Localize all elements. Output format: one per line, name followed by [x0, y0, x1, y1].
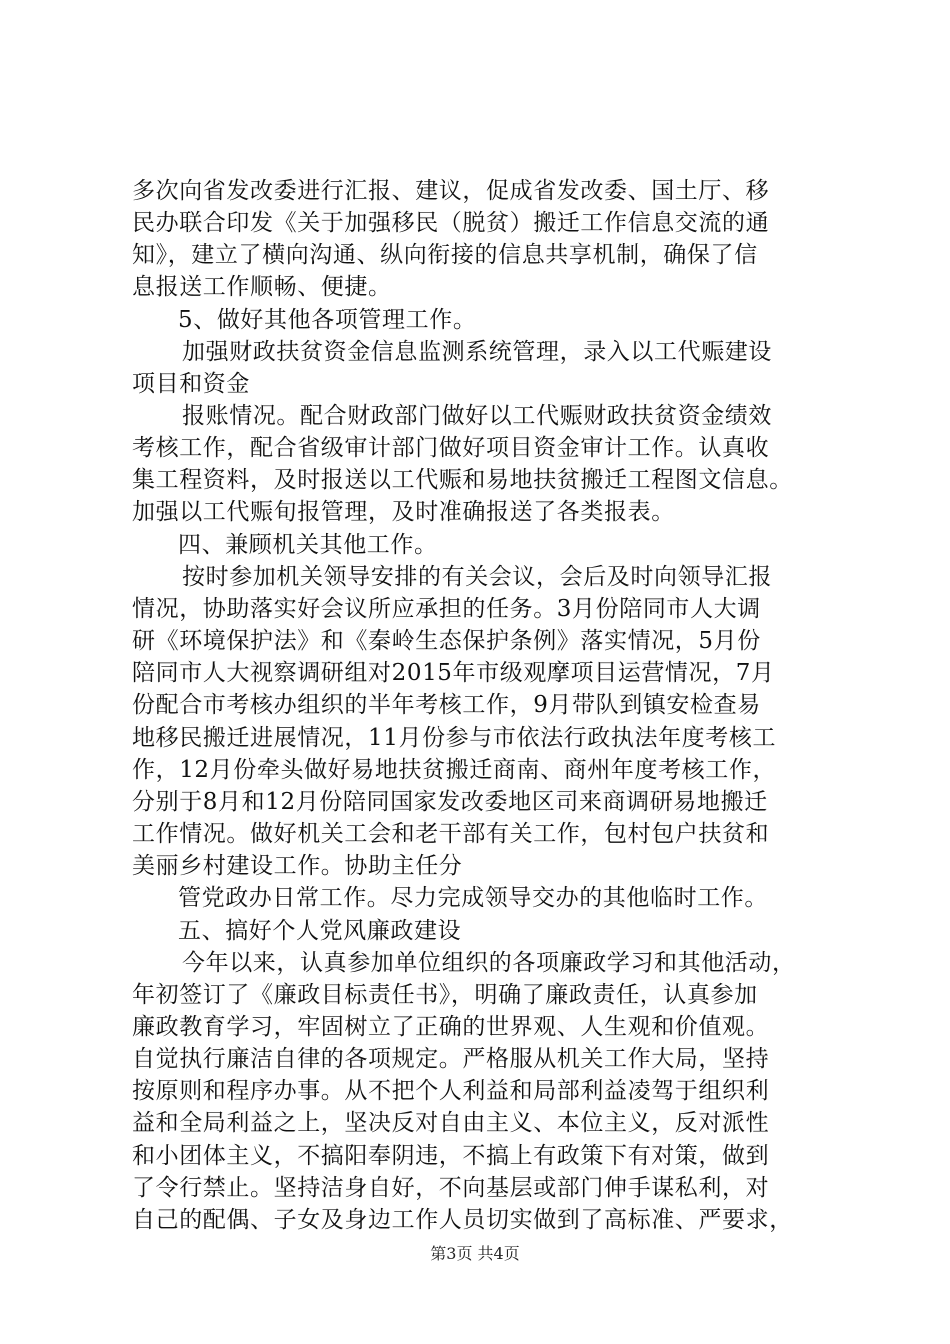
text-line: 四、兼顾机关其他工作。 [178, 532, 438, 558]
text-line: 按时参加机关领导安排的有关会议，会后及时向领导汇报 [182, 564, 772, 590]
text-line: 研《环境保护法》和《秦岭生态保护条例》落实情况，5月份 [132, 628, 761, 654]
text-line: 加强财政扶贫资金信息监测系统管理，录入以工代赈建设 [182, 339, 772, 365]
text-line: 份配合市考核办组织的半年考核工作，9月带队到镇安检查易 [132, 692, 761, 718]
text-line: 自己的配偶、子女及身边工作人员切实做到了高标准、严要求， [132, 1207, 793, 1233]
text-line: 按原则和程序办事。从不把个人利益和局部利益凌驾于组织利 [132, 1078, 770, 1104]
text-line: 工作情况。做好机关工会和老干部有关工作，包村包户扶贫和 [132, 821, 770, 847]
text-line: 作，12月份牵头做好易地扶贫搬迁商南、商州年度考核工作， [132, 757, 777, 783]
page-footer: 第3页 共4页 [430, 1244, 520, 1263]
text-line: 廉政教育学习，牢固树立了正确的世界观、人生观和价值观。 [132, 1014, 770, 1040]
text-line: 考核工作，配合省级审计部门做好项目资金审计工作。认真收 [132, 435, 770, 461]
text-line: 多次向省发改委进行汇报、建议，促成省发改委、国土厅、移 [132, 178, 770, 204]
text-line: 集工程资料，及时报送以工代赈和易地扶贫搬迁工程图文信息。 [132, 467, 793, 493]
text-line: 加强以工代赈旬报管理，及时准确报送了各类报表。 [132, 499, 675, 525]
text-line: 了令行禁止。坚持洁身自好，不向基层或部门伸手谋私利，对 [132, 1175, 770, 1201]
text-line: 陪同市人大视察调研组对2015年市级观摩项目运营情况，7月 [132, 660, 775, 686]
text-line: 地移民搬迁进展情况，11月份参与市依法行政执法年度考核工 [132, 725, 777, 751]
text-line: 年初签订了《廉政目标责任书》，明确了廉政责任，认真参加 [132, 982, 758, 1008]
text-line: 情况，协助落实好会议所应承担的任务。3月份陪同市人大调 [132, 596, 761, 622]
text-line: 五、搞好个人党风廉政建设 [178, 918, 462, 944]
text-line: 今年以来，认真参加单位组织的各项廉政学习和其他活动， [182, 950, 796, 976]
text-line: 益和全局利益之上，坚决反对自由主义、本位主义，反对派性 [132, 1110, 770, 1136]
text-line: 和小团体主义，不搞阳奉阴违，不搞上有政策下有对策，做到 [132, 1143, 770, 1169]
text-line: 5、做好其他各项管理工作。 [178, 307, 477, 333]
text-line: 息报送工作顺畅、便捷。 [132, 274, 392, 300]
text-line: 项目和资金 [132, 371, 250, 397]
text-line: 美丽乡村建设工作。协助主任分 [132, 853, 463, 879]
text-line: 民办联合印发《关于加强移民（脱贫）搬迁工作信息交流的通 [132, 210, 770, 236]
text-line: 自觉执行廉洁自律的各项规定。严格服从机关工作大局，坚持 [132, 1046, 770, 1072]
text-line: 分别于8月和12月份陪同国家发改委地区司来商调研易地搬迁 [132, 789, 768, 815]
text-line: 知》，建立了横向沟通、纵向衔接的信息共享机制，确保了信 [132, 242, 758, 268]
text-line: 管党政办日常工作。尽力完成领导交办的其他临时工作。 [178, 885, 768, 911]
text-line: 报账情况。配合财政部门做好以工代赈财政扶贫资金绩效 [182, 403, 772, 429]
